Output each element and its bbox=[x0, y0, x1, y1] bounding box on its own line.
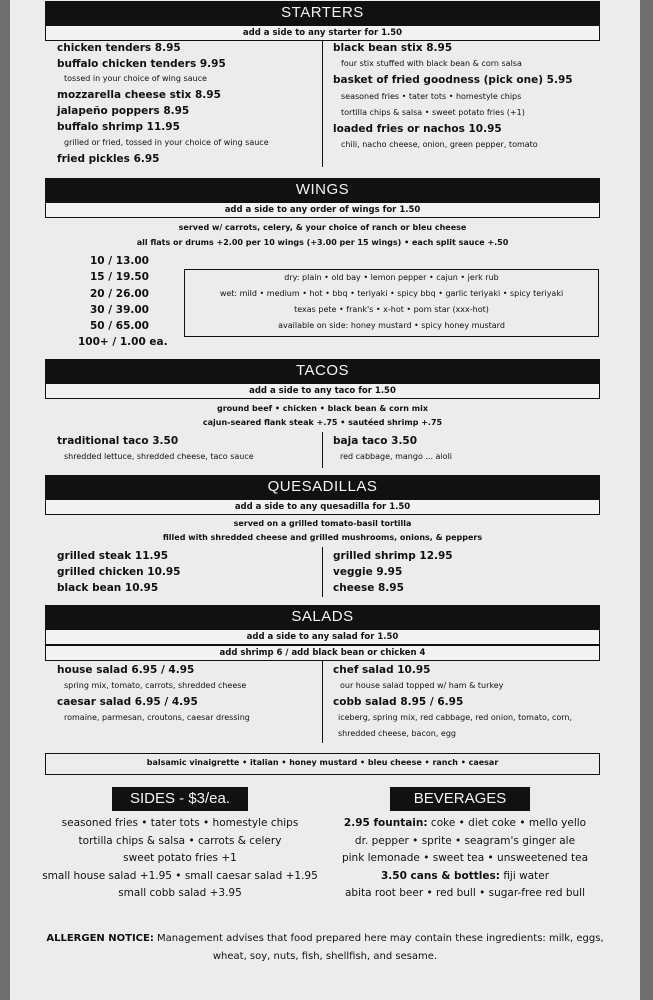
beverage-price-label: 3.50 cans & bottles: bbox=[380, 869, 500, 882]
dressings-box bbox=[45, 753, 600, 775]
salad-desc: spring mix, tomato, carrots, shredded cheese bbox=[64, 681, 247, 690]
wing-sauce-line: dry: plain • old bay • lemon pepper • cajun • jerk rub bbox=[284, 273, 499, 282]
beverage-text: fiji water bbox=[499, 869, 550, 882]
starter-item: fried pickles 6.95 bbox=[57, 153, 160, 165]
allergen-line bbox=[30, 930, 620, 948]
beverage-line bbox=[325, 885, 605, 903]
side-line: sweet potato fries +1 bbox=[123, 852, 237, 864]
salad-desc: shredded cheese, bacon, egg bbox=[338, 729, 456, 738]
wings-price: 100+ / 1.00 ea. bbox=[78, 336, 168, 348]
starter-item: buffalo chicken tenders 9.95 bbox=[57, 58, 226, 70]
starter-desc: four stix stuffed with black bean & corn salsa bbox=[341, 59, 522, 68]
salads-addons-note: add shrimp 6 / add black bean or chicken 4 bbox=[45, 645, 600, 661]
starter-item: basket of fried goodness (pick one) 5.95 bbox=[333, 74, 573, 86]
quesadilla-item: cheese 8.95 bbox=[333, 582, 404, 594]
beverage-text: coke • diet coke • mello yello bbox=[427, 817, 587, 829]
salad-item: chef salad 10.95 bbox=[333, 664, 431, 676]
wing-sauce-line: texas pete • frank's • x-hot • porn star (xxx-hot) bbox=[294, 305, 489, 314]
wings-served-line: served w/ carrots, celery, & your choice of ranch or bleu cheese bbox=[178, 223, 467, 232]
beverage-line bbox=[325, 833, 605, 851]
starter-item: chicken tenders 8.95 bbox=[57, 42, 181, 54]
quesadillas-note: add a side to any quesadilla for 1.50 bbox=[45, 499, 600, 515]
beverage-line bbox=[325, 868, 605, 886]
starter-desc: chili, nacho cheese, onion, green pepper, tomato bbox=[341, 140, 538, 149]
taco-item: traditional taco 3.50 bbox=[57, 435, 179, 447]
wings-extras-line: all flats or drums +2.00 per 10 wings (+3.00 per 15 wings) • each split sauce +.50 bbox=[136, 238, 509, 247]
beverage-price-label: 2.95 fountain: bbox=[343, 817, 428, 829]
tacos-divider bbox=[322, 432, 323, 468]
wing-sauce-line: wet: mild • medium • hot • bbq • teriyaki • spicy bbq • garlic teriyaki • spicy teriyaki bbox=[219, 289, 564, 298]
tacos-fillings-line: ground beef • chicken • black bean & corn mix bbox=[216, 404, 429, 413]
beverage-text: dr. pepper • sprite • seagram's ginger ale bbox=[354, 834, 576, 847]
allergen-line: wheat, soy, nuts, fish, shellfish, and sesame. bbox=[212, 951, 438, 962]
quesadilla-item: grilled steak 11.95 bbox=[57, 550, 169, 562]
starter-desc: grilled or fried, tossed in your choice of wing sauce bbox=[64, 138, 269, 147]
starter-item: buffalo shrimp 11.95 bbox=[57, 121, 180, 133]
salad-desc: our house salad topped w/ ham & turkey bbox=[340, 681, 504, 690]
wing-sauce-line: available on side: honey mustard • spicy honey mustard bbox=[278, 321, 505, 330]
salad-item: caesar salad 6.95 / 4.95 bbox=[57, 696, 198, 708]
sides-list bbox=[40, 815, 320, 903]
allergen-text: Management advises that food prepared here may contain these ingredients: milk, eggs, bbox=[153, 933, 604, 944]
starter-item: loaded fries or nachos 10.95 bbox=[333, 123, 502, 135]
allergen-label: ALLERGEN NOTICE: bbox=[46, 933, 154, 944]
beverage-text: abita root beer • red bull • sugar-free red bull bbox=[344, 887, 586, 899]
salad-item: cobb salad 8.95 / 6.95 bbox=[333, 696, 464, 708]
taco-desc: shredded lettuce, shredded cheese, taco sauce bbox=[64, 452, 254, 461]
allergen-notice bbox=[30, 930, 620, 966]
starters-header: STARTERS bbox=[45, 1, 600, 25]
quesadillas-tortilla-line: served on a grilled tomato-basil tortilla bbox=[233, 519, 412, 528]
wing-sauces-box bbox=[184, 269, 599, 337]
side-line: seasoned fries • tater tots • homestyle chips bbox=[61, 817, 299, 829]
starter-desc: seasoned fries • tater tots • homestyle chips bbox=[341, 92, 522, 101]
taco-item: baja taco 3.50 bbox=[333, 435, 418, 447]
starters-divider bbox=[322, 41, 323, 167]
salads-note: add a side to any salad for 1.50 bbox=[45, 629, 600, 645]
wings-price: 30 / 39.00 bbox=[90, 304, 149, 316]
wings-price: 50 / 65.00 bbox=[90, 320, 149, 332]
wings-price: 20 / 26.00 bbox=[90, 288, 149, 300]
beverage-line bbox=[325, 815, 605, 833]
wings-price: 10 / 13.00 bbox=[90, 255, 149, 267]
beverage-line bbox=[325, 850, 605, 868]
salad-desc: romaine, parmesan, croutons, caesar dressing bbox=[64, 713, 250, 722]
starter-item: mozzarella cheese stix 8.95 bbox=[57, 89, 221, 101]
starter-desc: tossed in your choice of wing sauce bbox=[64, 74, 207, 83]
wings-price: 15 / 19.50 bbox=[90, 271, 149, 283]
starter-desc: tortilla chips & salsa • sweet potato fries (+1) bbox=[341, 108, 525, 117]
starter-item: black bean stix 8.95 bbox=[333, 42, 453, 54]
starters-note: add a side to any starter for 1.50 bbox=[45, 25, 600, 41]
salads-divider bbox=[322, 661, 323, 743]
quesadillas-filling-line: filled with shredded cheese and grilled mushrooms, onions, & peppers bbox=[162, 533, 483, 542]
quesadillas-header: QUESADILLAS bbox=[45, 475, 600, 499]
dressings-list: balsamic vinaigrette • italian • honey mustard • bleu cheese • ranch • caesar bbox=[146, 758, 499, 767]
beverages-header: BEVERAGES bbox=[390, 787, 530, 811]
tacos-header: TACOS bbox=[45, 359, 600, 383]
quesadillas-divider bbox=[322, 547, 323, 597]
beverage-text: pink lemonade • sweet tea • unsweetened tea bbox=[341, 852, 589, 864]
quesadilla-item: veggie 9.95 bbox=[333, 566, 403, 578]
side-line: tortilla chips & salsa • carrots & celery bbox=[78, 834, 282, 847]
tacos-note: add a side to any taco for 1.50 bbox=[45, 383, 600, 399]
salad-desc: iceberg, spring mix, red cabbage, red onion, tomato, corn, bbox=[338, 713, 573, 722]
quesadilla-item: black bean 10.95 bbox=[57, 582, 159, 594]
wings-header: WINGS bbox=[45, 178, 600, 202]
sides-header: SIDES - $3/ea. bbox=[112, 787, 248, 811]
tacos-premium-line: cajun-seared flank steak +.75 • sautéed shrimp +.75 bbox=[202, 418, 443, 427]
beverages-list bbox=[325, 815, 605, 903]
quesadilla-item: grilled chicken 10.95 bbox=[57, 566, 181, 578]
quesadilla-item: grilled shrimp 12.95 bbox=[333, 550, 453, 562]
starter-item: jalapeño poppers 8.95 bbox=[57, 105, 190, 117]
side-line: small cobb salad +3.95 bbox=[118, 887, 242, 899]
side-line: small house salad +1.95 • small caesar salad +1.95 bbox=[42, 869, 318, 882]
salads-header: SALADS bbox=[45, 605, 600, 629]
wings-note: add a side to any order of wings for 1.50 bbox=[45, 202, 600, 218]
taco-desc: red cabbage, mango ... aioli bbox=[340, 452, 453, 461]
salad-item: house salad 6.95 / 4.95 bbox=[57, 664, 195, 676]
